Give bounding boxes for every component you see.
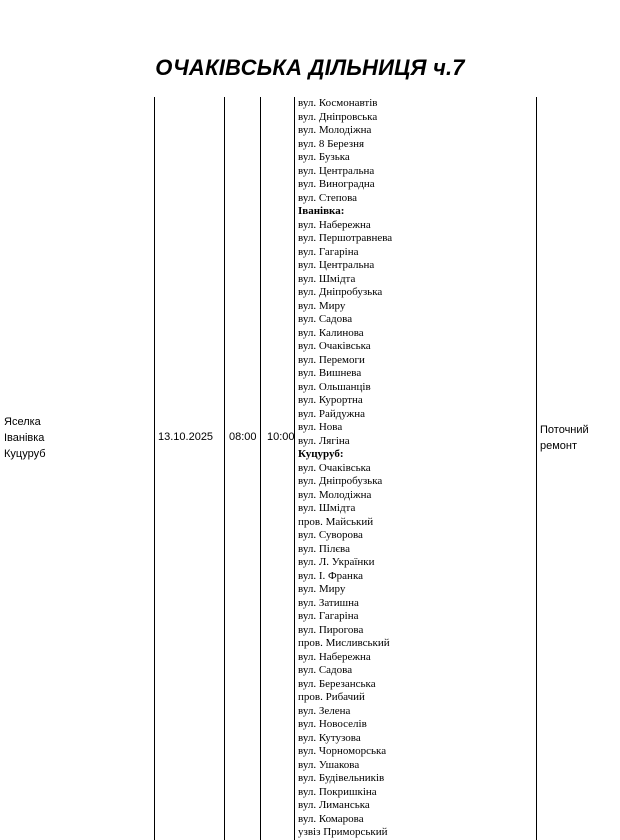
settlement-header: Куцуруб: [298, 448, 344, 460]
time-start-cell: 08:00 [229, 431, 257, 443]
streets-list [298, 97, 534, 840]
street-item: вул. Пілєва [298, 542, 350, 555]
table-border [224, 97, 225, 840]
street-item: вул. Ольшанців [298, 380, 371, 393]
street-item: вул. Дніпробузька [298, 286, 383, 298]
street-item: вул. Миру [298, 583, 346, 595]
street-item: вул. Степова [298, 191, 358, 204]
document-title: ОЧАКІВСЬКА ДІЛЬНИЦЯ ч.7 [155, 55, 465, 80]
street-item: вул. Суворова [298, 529, 363, 541]
street-item: вул. Першотравнева [298, 232, 393, 244]
street-item: вул. Набережна [298, 218, 371, 231]
street-item: вул. Виноградна [298, 178, 375, 190]
street-item: вул. Новоселів [298, 718, 367, 730]
street-item: вул. Центральна [298, 164, 375, 177]
street-item: вул. Райдужна [298, 407, 366, 420]
street-item: вул. Бузька [298, 151, 350, 163]
settlement-name: Куцуруб [4, 448, 46, 460]
street-item: вул. Нова [298, 421, 343, 433]
street-item: вул. Космонавтів [298, 97, 378, 109]
street-item: вул. Шмідта [298, 272, 356, 285]
street-item: вул. Миру [298, 299, 346, 312]
work-type-cell [540, 422, 589, 454]
work-type-line: Поточний [540, 424, 589, 436]
street-item: вул. Дніпровська [298, 110, 378, 123]
street-item: вул. Набережна [298, 650, 371, 663]
street-item: вул. Центральна [298, 259, 375, 271]
street-item: вул. Ушакова [298, 758, 360, 771]
street-item: вул. Зелена [298, 704, 351, 717]
settlements-cell [4, 414, 46, 462]
street-item: вул. І. Франка [298, 569, 364, 582]
street-item: вул. Лиманська [298, 799, 370, 811]
street-item: узвіз Приморський [298, 826, 388, 838]
street-item: вул. Покришкіна [298, 785, 377, 798]
settlement-name: Яселка [4, 416, 41, 428]
street-item: вул. Очаківська [298, 340, 371, 352]
street-item: вул. Молодіжна [298, 124, 372, 136]
street-item: пров. Майський [298, 515, 374, 528]
street-item: вул. Садова [298, 664, 353, 676]
date-cell: 13.10.2025 [158, 431, 214, 443]
street-item: пров. Мисливський [298, 637, 390, 649]
table-border [294, 97, 295, 840]
street-item: вул. Гагаріна [298, 610, 359, 622]
table-border [154, 97, 155, 840]
street-item: вул. Затишна [298, 596, 359, 609]
street-item: вул. Будівельників [298, 772, 385, 784]
time-end-cell: 10:00 [267, 431, 295, 443]
table-border [260, 97, 261, 840]
street-item: вул. Комарова [298, 812, 364, 825]
settlement-name: Іванівка [4, 432, 45, 444]
work-type-line: ремонт [540, 440, 578, 452]
street-item: вул. Гагаріна [298, 245, 359, 258]
street-item: вул. Молодіжна [298, 488, 372, 501]
street-item: вул. Пирогова [298, 623, 364, 636]
street-item: вул. Л. Українки [298, 556, 375, 568]
street-item: вул. Курортна [298, 394, 363, 406]
street-item: вул. Перемоги [298, 353, 365, 366]
street-item: вул. Вишнева [298, 367, 362, 379]
street-item: вул. Чорноморська [298, 745, 387, 757]
street-item: вул. Березанська [298, 677, 376, 690]
street-item: вул. Дніпробузька [298, 475, 383, 487]
street-item: вул. Очаківська [298, 461, 371, 474]
street-item: вул. Садова [298, 313, 353, 325]
settlement-header: Іванівка: [298, 205, 345, 217]
street-item: вул. Шмідта [298, 502, 356, 514]
street-item: вул. 8 Березня [298, 137, 365, 150]
street-item: вул. Калинова [298, 326, 364, 339]
street-item: вул. Лягіна [298, 434, 350, 447]
table-border [536, 97, 537, 840]
street-item: вул. Кутузова [298, 731, 361, 744]
street-item: пров. Рибачий [298, 691, 365, 703]
